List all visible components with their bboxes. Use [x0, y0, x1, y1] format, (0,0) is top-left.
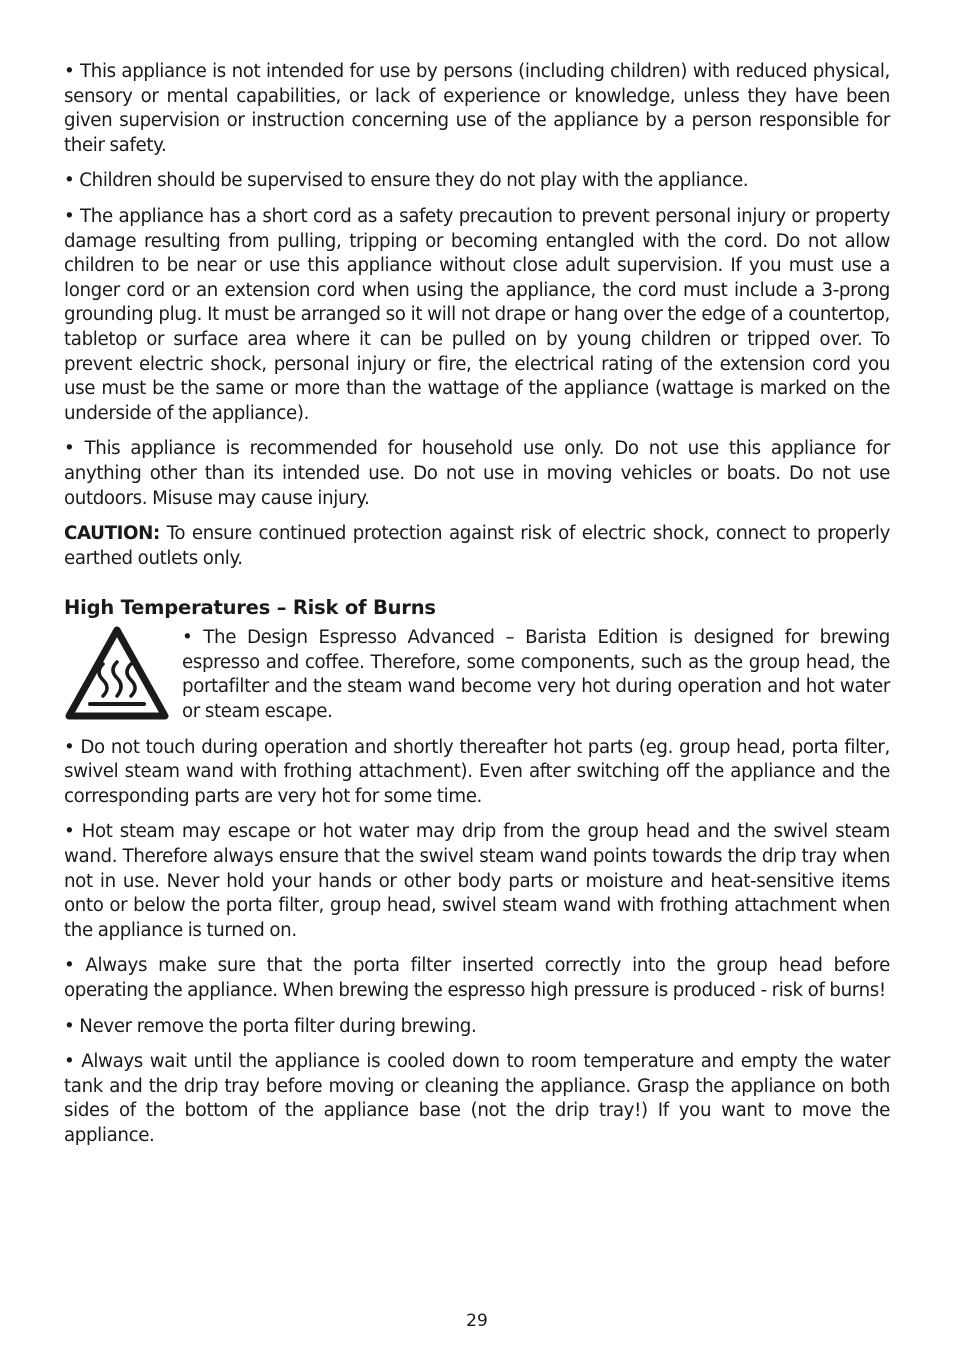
safety-paragraph-household-use: • This appliance is recommended for household use only. Do not use this appliance for anything other than its intended use. Do not use in moving vehicles or boats. Do not use outdoors. Misuse may cause injury.	[64, 438, 890, 509]
caution-label: CAUTION:	[64, 523, 160, 545]
burn-paragraph-porta-filter-inserted: • Always make sure that the porta filter inserted correctly into the group head before operating the appliance. When brewing the espresso high pressure is produced - risk of burns!	[64, 955, 890, 1001]
section-heading-high-temperatures: High Temperatures – Risk of Burns	[64, 596, 436, 620]
burn-paragraph-cool-down: • Always wait until the appliance is cooled down to room temperature and empty the water tank and the drip tray before moving or cleaning the appliance. Grasp the appliance on both sides of the bottom of the appliance base (not the drip tray!) If you want to move the appliance.	[64, 1051, 890, 1146]
warning-paragraph-design-espresso: • The Design Espresso Advanced – Barista Edition is designed for brewing espresso and coffee. Therefore, some components, such as the group head, the portafilter and the steam wand become very hot during operation and hot water or steam escape.	[182, 627, 890, 723]
burn-paragraph-hot-steam: • Hot steam may escape or hot water may drip from the group head and the swivel steam wand. Therefore always ensure that the swivel steam wand points towards the drip tray when not in use. Never hold your hands or other body parts or moisture and heat-sensitive items onto or below the porta filter, group head, swivel steam wand with frothing attachment when the appliance is turned on.	[64, 821, 890, 941]
page-number: 29	[466, 1311, 488, 1331]
safety-paragraph-short-cord: • The appliance has a short cord as a safety precaution to prevent personal injury or property damage resulting from pulling, tripping or becoming entangled with the cord. Do not allow children to be near or use this appliance without close adult supervision. If you must use a longer cord or an extension cord when using the appliance, the cord must include a 3-prong grounding plug. It must be arranged so it will not drape or hang over the edge of a countertop, tabletop or surface area where it can be pulled on by young children or tripped over. To prevent electric shock, personal injury or fire, the electrical rating of the extension cord you use must be the same or more than the wattage of the appliance (wattage is marked on the underside of the appliance).	[64, 205, 890, 424]
safety-paragraph-children-supervision: • Children should be supervised to ensure they do not play with the appliance.	[64, 170, 749, 192]
caution-text: To ensure continued protection against risk of electric shock, connect to properly earthed outlets only.	[64, 523, 890, 569]
caution-paragraph	[64, 522, 890, 571]
hot-surface-warning-block	[64, 626, 890, 724]
hot-surface-warning-icon	[64, 624, 170, 724]
manual-page	[64, 60, 890, 1160]
burn-paragraph-never-remove: • Never remove the porta filter during brewing.	[64, 1015, 477, 1037]
burn-paragraph-do-not-touch: • Do not touch during operation and shortly thereafter hot parts (eg. group head, porta filter, swivel steam wand with frothing attachment). Even after switching off the appliance and the corresponding parts are very hot for some time.	[64, 736, 890, 807]
safety-paragraph-reduced-capabilities: • This appliance is not intended for use by persons (including children) with reduced physical, sensory or mental capabilities, or lack of experience or knowledge, unless they have been given supervision or instruction concerning use of the appliance by a person responsible for their safety.	[64, 61, 890, 156]
